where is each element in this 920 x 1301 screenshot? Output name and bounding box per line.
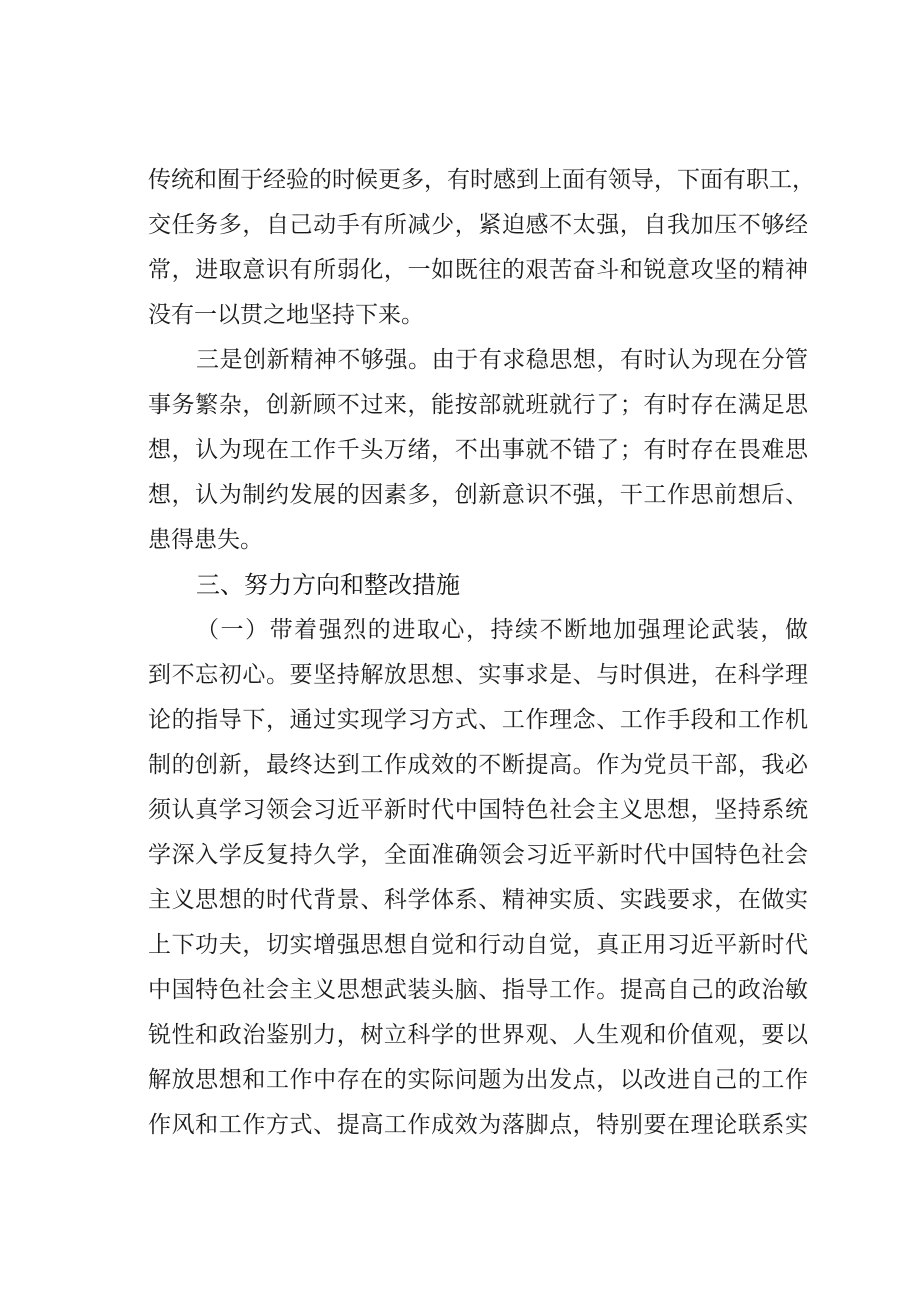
paragraph-3-line-5: 须认真学习领会习近平新时代中国特色社会主义思想，坚持系统 <box>148 797 808 823</box>
paragraph-2-line-1: 三是创新精神不够强。由于有求稳思想，有时认为现在分管 <box>196 347 808 373</box>
paragraph-1-line-4: 没有一以贯之地坚持下来。 <box>148 302 424 328</box>
paragraph-3-line-10: 锐性和政治鉴别力，树立科学的世界观、人生观和价值观，要以 <box>148 1022 808 1048</box>
paragraph-2-line-2: 事务繁杂，创新顾不过来，能按部就班就行了；有时存在满足思 <box>148 392 808 418</box>
paragraph-1-line-2: 交任务多，自己动手有所减少，紧迫感不太强，自我加压不够经 <box>148 212 808 238</box>
paragraph-3-line-3: 论的指导下，通过实现学习方式、工作理念、工作手段和工作机 <box>148 707 808 733</box>
paragraph-3-line-12: 作风和工作方式、提高工作成效为落脚点，特别要在理论联系实 <box>148 1112 808 1138</box>
paragraph-2-line-4: 想，认为制约发展的因素多，创新意识不强，干工作思前想后、 <box>148 482 808 508</box>
paragraph-3-line-7: 主义思想的时代背景、科学体系、精神实质、实践要求，在做实 <box>148 887 808 913</box>
paragraph-3-line-1: （一）带着强烈的进取心，持续不断地加强理论武装，做 <box>196 617 808 643</box>
paragraph-3-line-8: 上下功夫，切实增强思想自觉和行动自觉，真正用习近平新时代 <box>148 932 808 958</box>
paragraph-3-line-9: 中国特色社会主义思想武装头脑、指导工作。提高自己的政治敏 <box>148 977 808 1003</box>
paragraph-3-line-2: 到不忘初心。要坚持解放思想、实事求是、与时俱进，在科学理 <box>148 662 808 688</box>
section-heading: 三、努力方向和整改措施 <box>196 571 460 599</box>
paragraph-2-line-5: 患得患失。 <box>148 527 263 553</box>
paragraph-3-line-6: 学深入学反复持久学，全面准确领会习近平新时代中国特色社会 <box>148 842 808 868</box>
paragraph-1-line-1: 传统和囿于经验的时候更多，有时感到上面有领导，下面有职工， <box>148 167 815 193</box>
paragraph-2-line-3: 想，认为现在工作千头万绪，不出事就不错了；有时存在畏难思 <box>148 437 808 463</box>
paragraph-3-line-11: 解放思想和工作中存在的实际问题为出发点，以改进自己的工作 <box>148 1067 808 1093</box>
paragraph-1-line-3: 常，进取意识有所弱化，一如既往的艰苦奋斗和锐意攻坚的精神 <box>148 257 808 283</box>
paragraph-3-line-4: 制的创新，最终达到工作成效的不断提高。作为党员干部，我必 <box>148 752 808 778</box>
